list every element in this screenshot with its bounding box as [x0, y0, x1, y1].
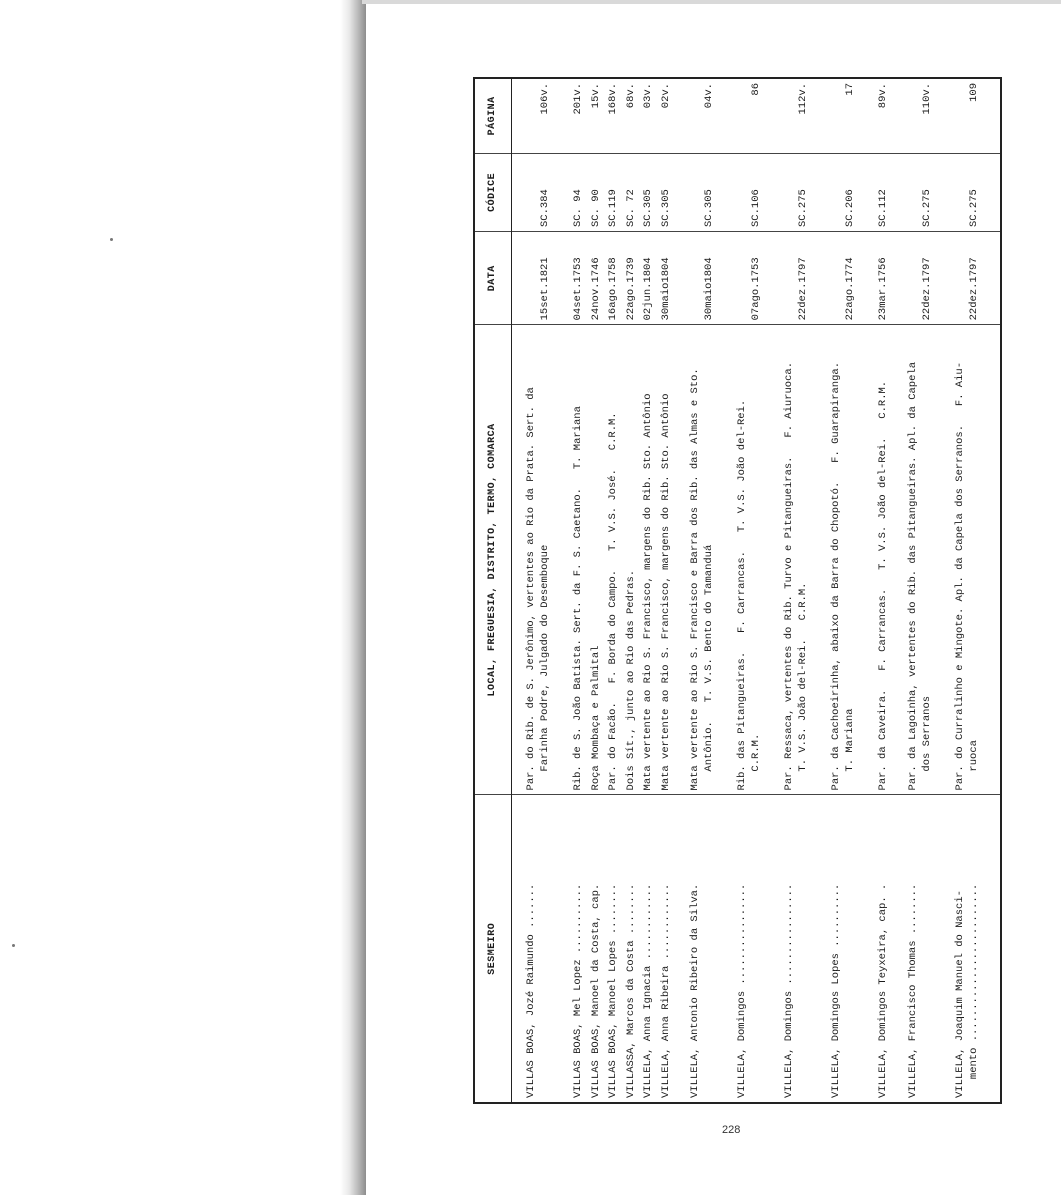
sesmeiro-line: VILLELA, Antonio Ribeiro da Silva. — [689, 883, 702, 1098]
local-line: Mata vertente ao Rio S. Francisco e Barra dos Rib. das Almas e Sto. — [689, 368, 702, 791]
local-line: Par. do Facão. F. Borda do Campo. T. V.S. José. C.R.M. — [607, 412, 620, 791]
sesmeiro-line: VILLELA, Joaquim Manuel do Nasci- — [953, 890, 966, 1098]
sesmeiro-line: VILLELA, Domingos ................ — [736, 883, 749, 1098]
local-cell — [606, 325, 624, 795]
data-cell — [688, 232, 723, 325]
sesmeiro-line: VILLAS BOAS, Manoel Lopes ........ — [607, 883, 620, 1098]
data-value: 02jun.1804 — [642, 257, 655, 321]
sesmeiro-line: VILLELA, Anna Ribeira ............ — [659, 883, 672, 1098]
table-spacer — [770, 78, 782, 1103]
sesmeiro-cell — [953, 795, 988, 1103]
data-value: 22ago.1774 — [844, 257, 857, 321]
local-line: Roça Mombaça e Palmital — [589, 645, 602, 791]
codice-value: SC. 90 — [589, 189, 602, 227]
data-value: 04set.1753 — [572, 257, 585, 321]
pagina-value: 89v. — [877, 83, 890, 109]
local-cell — [659, 325, 677, 795]
table-row — [829, 78, 864, 1103]
data-cell — [641, 232, 659, 325]
local-line: Mata vertente ao Rio S. Francisco, margens do Rib. Sto. Antônio — [659, 393, 672, 791]
codice-value: SC.275 — [797, 189, 810, 227]
sesmeiro-cell — [735, 795, 770, 1103]
table-row — [624, 78, 642, 1103]
header-data: DATA — [474, 232, 512, 325]
data-cell — [659, 232, 677, 325]
pagina-cell — [829, 78, 864, 153]
codice-value: SC.112 — [877, 189, 890, 227]
local-cell — [624, 325, 642, 795]
table-row — [571, 78, 589, 1103]
pagina-cell — [524, 78, 559, 153]
sesmeiro-cell — [606, 795, 624, 1103]
codice-cell — [524, 153, 559, 231]
pagina-value: 15v. — [589, 83, 602, 109]
codice-cell — [782, 153, 817, 231]
local-line: Par. da Lagoinha, vertentes do Rib. das Pitangueiras. Apl. da Capela — [906, 361, 919, 791]
codice-value: SC.106 — [750, 189, 763, 227]
sesmeiro-line: VILLELA, Anna Ignacia ............ — [642, 883, 655, 1098]
local-cell — [641, 325, 659, 795]
pagina-cell — [953, 78, 988, 153]
pagina-value: 109 — [967, 83, 980, 102]
sesmeiro-cell — [659, 795, 677, 1103]
codice-value: SC.275 — [920, 189, 933, 227]
local-cell — [782, 325, 817, 795]
local-cell — [735, 325, 770, 795]
local-line: C.R.M. — [750, 733, 763, 791]
local-line: Rib. de S. João Batista. Sert. da F. S. Caetano. T. Mariana — [572, 406, 585, 791]
sesmeiro-line: VILLASSA, Marcos da Costa ........ — [624, 883, 637, 1098]
data-value: 22ago.1739 — [624, 257, 637, 321]
codice-cell — [735, 153, 770, 231]
local-line: T. Mariana — [844, 708, 857, 791]
local-cell — [589, 325, 607, 795]
data-cell — [953, 232, 988, 325]
local-line: Antônio. T. V.S. Bento do Tamanduá — [703, 544, 716, 791]
codice-cell — [953, 153, 988, 231]
data-cell — [571, 232, 589, 325]
codice-value: SC.305 — [703, 189, 716, 227]
codice-value: SC.275 — [967, 189, 980, 227]
codice-cell — [571, 153, 589, 231]
sesmeiro-cell — [641, 795, 659, 1103]
table-row — [524, 78, 559, 1103]
codice-value: SC.305 — [659, 189, 672, 227]
pagina-value: 04v. — [703, 83, 716, 109]
codice-value: SC.119 — [607, 189, 620, 227]
header-sesmeiro: SESMEIRO — [474, 795, 512, 1103]
codice-value: SC.305 — [642, 189, 655, 227]
data-cell — [876, 232, 894, 325]
data-cell — [606, 232, 624, 325]
data-value: 22dez.1797 — [797, 257, 810, 321]
pagina-cell — [624, 78, 642, 153]
codice-value: SC.384 — [539, 189, 551, 227]
pagina-cell — [606, 78, 624, 153]
pagina-cell — [589, 78, 607, 153]
data-value: 24nov.1746 — [589, 257, 602, 321]
data-value: 30maio1804 — [703, 257, 716, 321]
table-row — [876, 78, 894, 1103]
codice-cell — [688, 153, 723, 231]
local-line: Par. da Caveira. F. Carrancas. T. V.S. João del-Rei. C.R.M. — [877, 380, 890, 791]
sesmeiro-line: VILLELA, Domingos Teyxeira, cap. . — [877, 883, 890, 1098]
codice-value: SC.206 — [844, 189, 857, 227]
pagina-cell — [641, 78, 659, 153]
sesmeiro-line: VILLELA, Francisco Thomas ........ — [906, 883, 919, 1098]
pagina-cell — [659, 78, 677, 153]
pagina-value: 106v. — [539, 83, 551, 115]
table-row — [735, 78, 770, 1103]
header-codice: CÓDICE — [474, 153, 512, 231]
pagina-value: 110v. — [920, 83, 933, 115]
pagina-value: 201v. — [572, 83, 585, 115]
sesmeiro-cell — [876, 795, 894, 1103]
table-row — [659, 78, 677, 1103]
pagina-cell — [571, 78, 589, 153]
pagina-value: 86 — [750, 83, 763, 96]
sesmeiro-line: VILLELA, Domingos Lopes .......... — [830, 883, 843, 1098]
local-cell — [829, 325, 864, 795]
table-row — [641, 78, 659, 1103]
data-value: 23mar.1756 — [877, 257, 890, 321]
sesmarias-table — [473, 77, 1002, 1104]
local-line: Mata vertente ao Rio S. Francisco, margens do Rib. Sto. Antônio — [642, 393, 655, 791]
data-value: 07ago.1753 — [750, 257, 763, 321]
data-cell — [589, 232, 607, 325]
sesmeiro-cell — [624, 795, 642, 1103]
sesmeiro-line: VILLAS BOAS, Manoel da Costa, cap. — [589, 883, 602, 1098]
table-spacer — [512, 78, 525, 1103]
sesmeiro-cell — [524, 795, 559, 1103]
codice-cell — [624, 153, 642, 231]
table-row — [606, 78, 624, 1103]
table-spacer — [817, 78, 829, 1103]
pagina-value: 17 — [844, 83, 857, 96]
sesmeiro-cell — [782, 795, 817, 1103]
local-cell — [571, 325, 589, 795]
pagina-cell — [906, 78, 941, 153]
pagina-value: 02v. — [659, 83, 672, 109]
table-row — [906, 78, 941, 1103]
sesmeiro-cell — [571, 795, 589, 1103]
table-spacer — [988, 78, 1001, 1103]
sesmeiro-line: VILLELA, Domingos ................ — [783, 883, 796, 1098]
binding-shadow — [340, 0, 366, 1195]
data-value: 22dez.1797 — [920, 257, 933, 321]
header-local: LOCAL, FREGUESIA, DISTRITO, TERMO, COMARCA — [474, 325, 512, 795]
codice-cell — [906, 153, 941, 231]
table-spacer — [723, 78, 735, 1103]
local-cell — [953, 325, 988, 795]
pagina-cell — [876, 78, 894, 153]
table-row — [953, 78, 988, 1103]
codice-cell — [829, 153, 864, 231]
local-line: Par. Ressaca, vertentes do Rib. Turvo e Pitangueiras. F. Aiuruoca. — [783, 361, 796, 791]
table-row — [589, 78, 607, 1103]
sesmeiro-cell — [829, 795, 864, 1103]
data-cell — [624, 232, 642, 325]
data-cell — [906, 232, 941, 325]
header-row — [474, 78, 512, 1103]
local-line: Par. do Curralinho e Mingote. Apl. da Capela dos Serranos. F. Aiu- — [953, 361, 966, 791]
codice-cell — [641, 153, 659, 231]
pagina-value: 03v. — [642, 83, 655, 109]
local-line: Rib. das Pitangueiras. F. Carrancas. T. V.S. João del-Rei. — [736, 399, 749, 791]
page-number: 228 — [722, 1124, 741, 1136]
sesmeiro-cell — [589, 795, 607, 1103]
sesmarias-table-container — [473, 77, 1002, 1104]
data-cell — [524, 232, 559, 325]
codice-cell — [876, 153, 894, 231]
codice-value: SC. 72 — [624, 189, 637, 227]
data-cell — [829, 232, 864, 325]
local-line: Par. da Cachoeirinha, abaixo da Barra do Chopotó. F. Guarapiranga. — [830, 361, 843, 791]
local-line: Par. do Rib. de S. Jerônimo, vertentes ao Rio da Prata. Sert. da — [525, 387, 537, 791]
codice-cell — [589, 153, 607, 231]
local-cell — [906, 325, 941, 795]
local-line: dos Serranos — [920, 695, 933, 791]
data-value: 30maio1804 — [659, 257, 672, 321]
codice-value: SC. 94 — [572, 189, 585, 227]
pagina-value: 68v. — [624, 83, 637, 109]
sesmeiro-cell — [688, 795, 723, 1103]
table-spacer — [864, 78, 876, 1103]
page-edge — [362, 0, 1061, 4]
local-line: ruoca — [967, 740, 980, 791]
pagina-cell — [782, 78, 817, 153]
codice-cell — [659, 153, 677, 231]
pagina-cell — [688, 78, 723, 153]
pagina-cell — [735, 78, 770, 153]
local-line: T. V.S. João del-Rei. C.R.M. — [797, 582, 810, 791]
data-value: 15set.1821 — [539, 257, 551, 321]
sesmeiro-line: mento ......................... — [967, 883, 980, 1098]
table-spacer — [894, 78, 906, 1103]
data-cell — [782, 232, 817, 325]
table-spacer — [941, 78, 953, 1103]
table-spacer — [676, 78, 688, 1103]
scan-speck — [12, 944, 15, 947]
local-line: Farinha Podre, Julgado do Desemboque — [539, 544, 551, 791]
codice-cell — [606, 153, 624, 231]
table-body — [512, 78, 1002, 1103]
data-cell — [735, 232, 770, 325]
data-value: 22dez.1797 — [967, 257, 980, 321]
local-cell — [688, 325, 723, 795]
sesmeiro-cell — [906, 795, 941, 1103]
table-row — [688, 78, 723, 1103]
table-row — [782, 78, 817, 1103]
data-value: 16ago.1758 — [607, 257, 620, 321]
header-pagina: PÁGINA — [474, 78, 512, 153]
local-cell — [524, 325, 559, 795]
sesmeiro-line: VILLAS BOAS, Mel Lopez ........... — [572, 883, 585, 1098]
table-spacer — [559, 78, 571, 1103]
local-cell — [876, 325, 894, 795]
pagina-value: 112v. — [797, 83, 810, 115]
scan-speck — [110, 238, 113, 241]
local-line: Dois Sít., junto ao Rio das Pedras. — [624, 569, 637, 791]
sesmeiro-line: VILLAS BOAS, Jozé Raimundo ....... — [525, 883, 537, 1098]
pagina-value: 168v. — [607, 83, 620, 115]
